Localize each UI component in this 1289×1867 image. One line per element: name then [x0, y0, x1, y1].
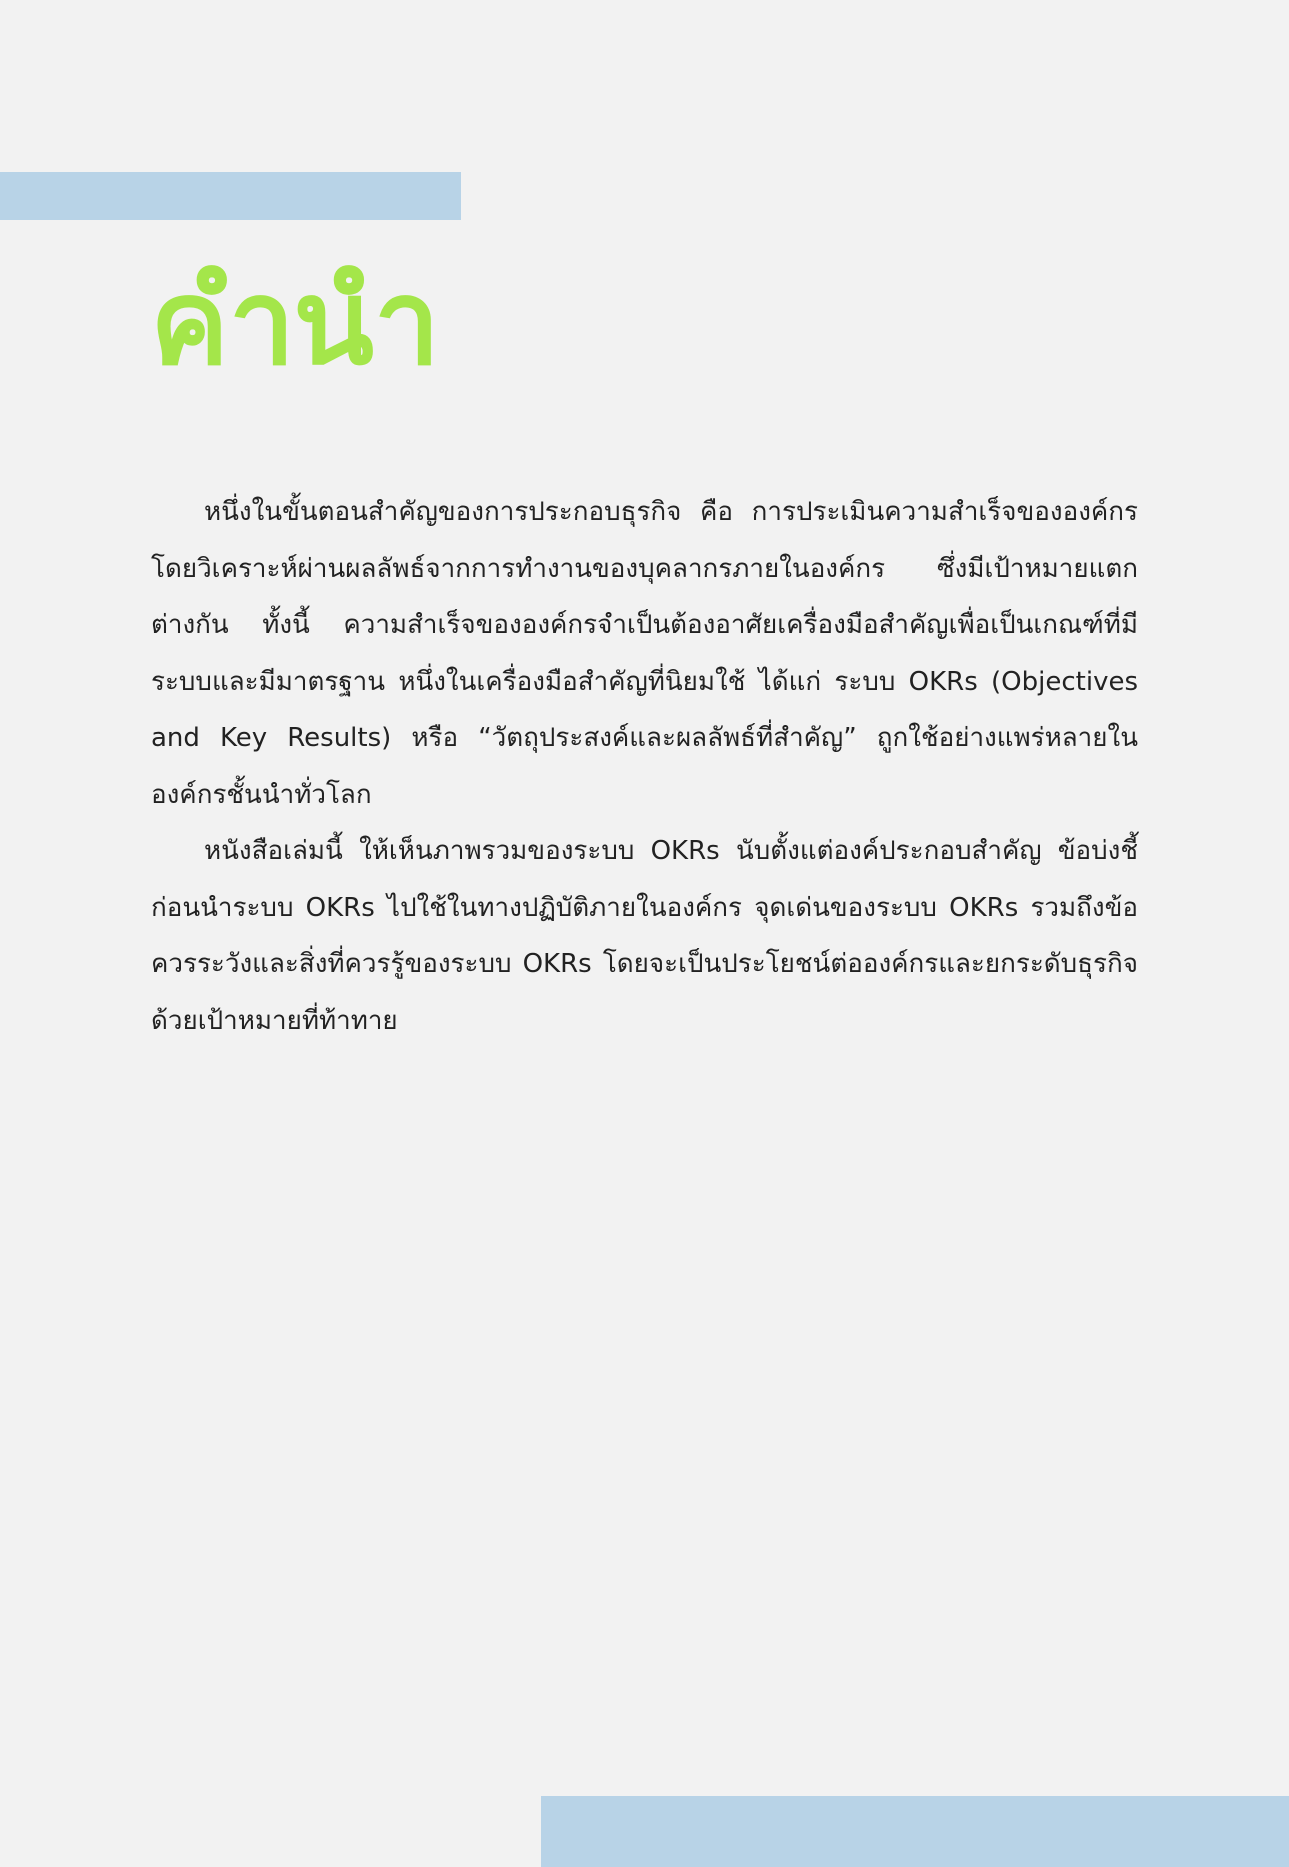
page-title: คำนำ	[150, 253, 439, 391]
bottom-accent-bar	[541, 1796, 1289, 1867]
preface-body	[151, 484, 1138, 1049]
paragraph-2: หนังสือเล่มนี้ ให้เห็นภาพรวมของระบบ OKRs นับตั้งแต่องค์ประกอบสำคัญ ข้อบ่งชี้ก่อนนำระบบ OKRs ไปใช้ในทางปฏิบัติภายในองค์กร จุดเด่นของระบบ OKRs รวมถึงข้อควรระวังและสิ่งที่ควรรู้ของระบบ OKRs โดยจะเป็นประโยชน์ต่อองค์กรและยกระดับธุรกิจด้วยเป้าหมายที่ท้าทาย	[151, 836, 1138, 1036]
top-accent-bar	[0, 172, 461, 220]
paragraph-1: หนึ่งในขั้นตอนสำคัญของการประกอบธุรกิจ คือ การประเมินความสำเร็จขององค์กร โดยวิเคราะห์ผ่านผลลัพธ์จากการทำงานของบุคลากรภายในองค์กร ซึ่งมีเป้าหมายแตกต่างกัน ทั้งนี้ ความสำเร็จขององค์กรจำเป็นต้องอาศัยเครื่องมือสำคัญเพื่อเป็นเกณฑ์ที่มีระบบและมีมาตรฐาน หนึ่งในเครื่องมือสำคัญที่นิยมใช้ ได้แก่ ระบบ OKRs (Objectives and Key Results) หรือ “วัตถุประสงค์และผลลัพธ์ที่สำคัญ” ถูกใช้อย่างแพร่หลายในองค์กรชั้นนำทั่วโลก	[151, 497, 1138, 810]
